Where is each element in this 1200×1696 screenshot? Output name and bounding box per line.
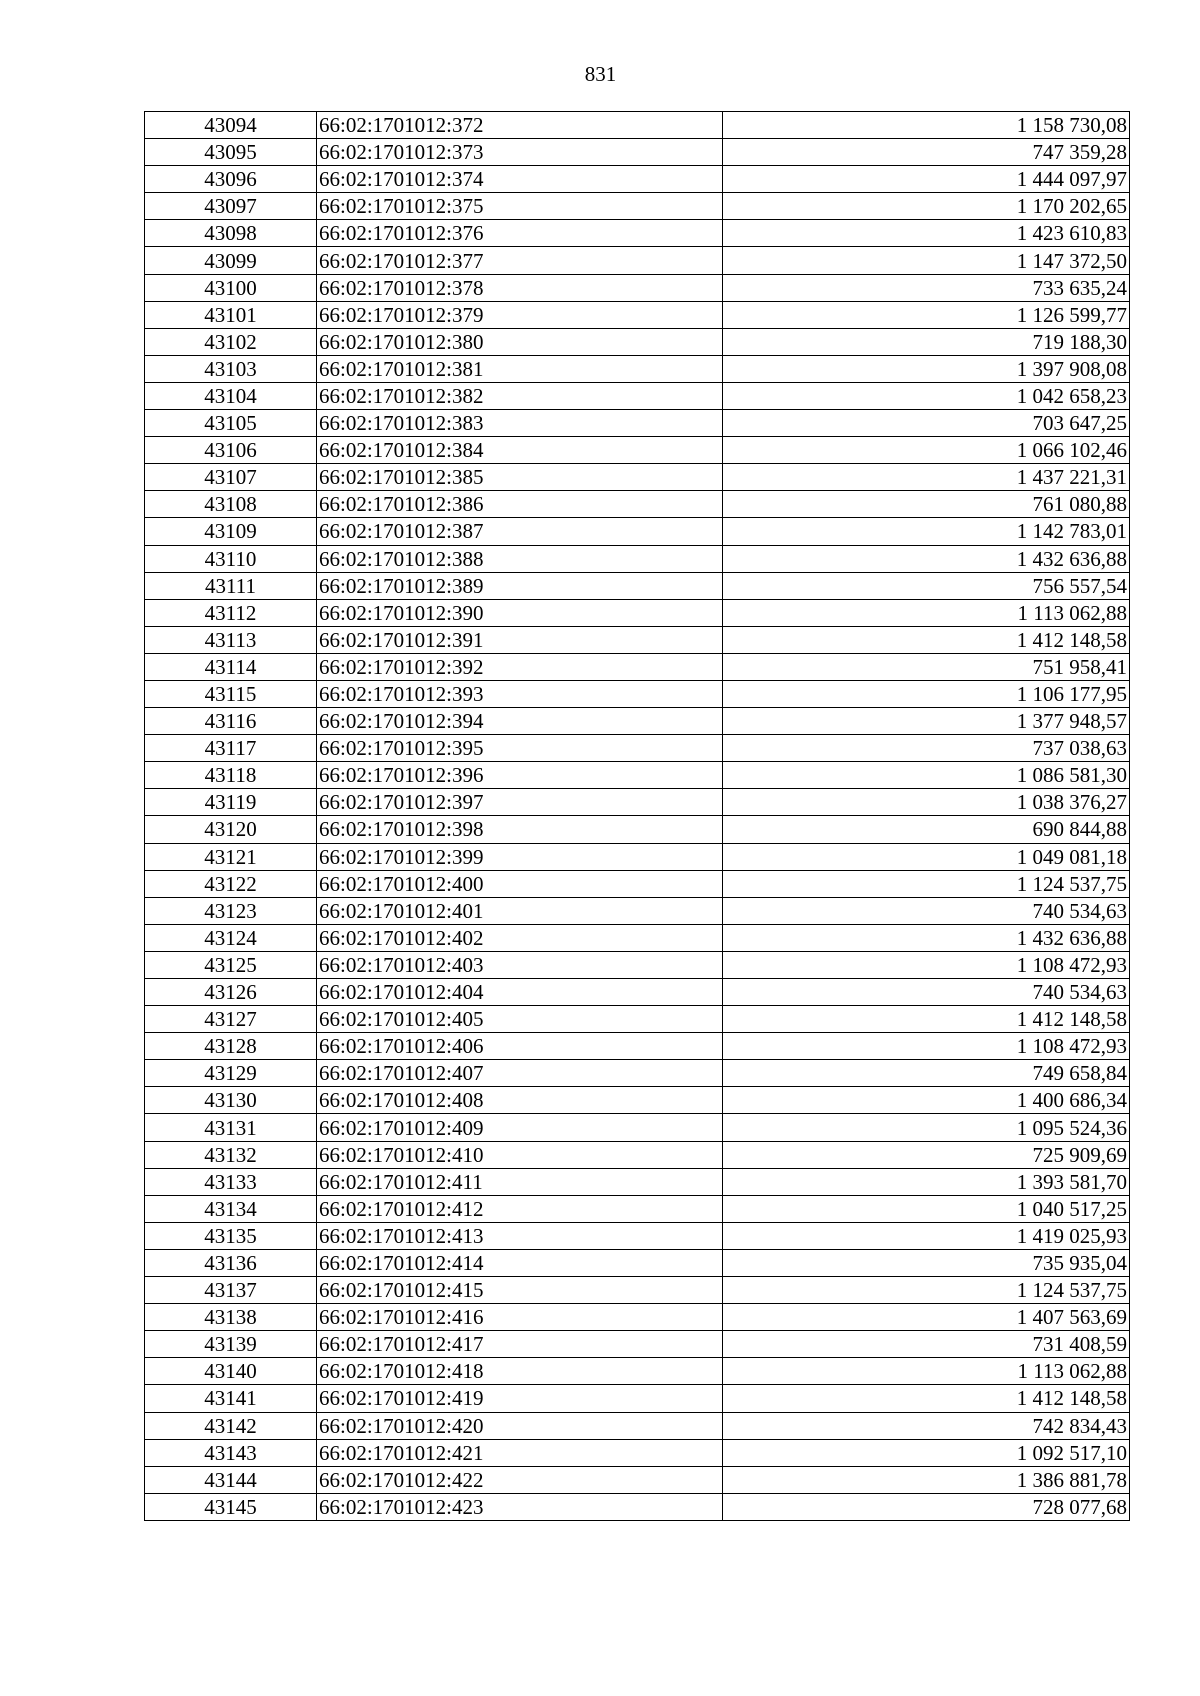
table-row (145, 247, 1130, 274)
row-number-cell: 43139 (145, 1331, 317, 1358)
cadastral-value-cell: 1 142 783,01 (723, 518, 1130, 545)
cadastral-number-cell: 66:02:1701012:379 (317, 301, 723, 328)
row-number-cell: 43124 (145, 924, 317, 951)
table-body (145, 112, 1130, 1521)
cadastral-number-cell: 66:02:1701012:392 (317, 653, 723, 680)
row-number-cell: 43136 (145, 1249, 317, 1276)
table-row (145, 1222, 1130, 1249)
cadastral-value-cell: 728 077,68 (723, 1493, 1130, 1520)
row-number-cell: 43094 (145, 112, 317, 139)
row-number-cell: 43143 (145, 1439, 317, 1466)
cadastral-value-cell: 1 108 472,93 (723, 1033, 1130, 1060)
cadastral-value-cell: 1 437 221,31 (723, 464, 1130, 491)
cadastral-value-cell: 1 412 148,58 (723, 1006, 1130, 1033)
cadastral-value-cell: 1 147 372,50 (723, 247, 1130, 274)
cadastral-value-cell: 1 158 730,08 (723, 112, 1130, 139)
cadastral-number-cell: 66:02:1701012:391 (317, 626, 723, 653)
row-number-cell: 43102 (145, 328, 317, 355)
table-row (145, 870, 1130, 897)
cadastral-number-cell: 66:02:1701012:378 (317, 274, 723, 301)
row-number-cell: 43096 (145, 166, 317, 193)
row-number-cell: 43095 (145, 139, 317, 166)
row-number-cell: 43138 (145, 1304, 317, 1331)
table-row (145, 1168, 1130, 1195)
cadastral-number-cell: 66:02:1701012:420 (317, 1412, 723, 1439)
cadastral-value-cell: 756 557,54 (723, 572, 1130, 599)
cadastral-number-cell: 66:02:1701012:406 (317, 1033, 723, 1060)
row-number-cell: 43125 (145, 951, 317, 978)
cadastral-number-cell: 66:02:1701012:404 (317, 979, 723, 1006)
cadastral-value-cell: 733 635,24 (723, 274, 1130, 301)
table-row (145, 1412, 1130, 1439)
cadastral-value-cell: 1 400 686,34 (723, 1087, 1130, 1114)
cadastral-number-cell: 66:02:1701012:418 (317, 1358, 723, 1385)
cadastral-value-cell: 1 113 062,88 (723, 1358, 1130, 1385)
row-number-cell: 43107 (145, 464, 317, 491)
row-number-cell: 43133 (145, 1168, 317, 1195)
table-row (145, 816, 1130, 843)
table-row (145, 193, 1130, 220)
cadastral-value-cell: 690 844,88 (723, 816, 1130, 843)
cadastral-value-cell: 1 393 581,70 (723, 1168, 1130, 1195)
cadastral-number-cell: 66:02:1701012:375 (317, 193, 723, 220)
cadastral-value-cell: 1 066 102,46 (723, 437, 1130, 464)
table-row (145, 545, 1130, 572)
cadastral-value-cell: 1 124 537,75 (723, 870, 1130, 897)
row-number-cell: 43097 (145, 193, 317, 220)
table-row (145, 1195, 1130, 1222)
cadastral-number-cell: 66:02:1701012:395 (317, 735, 723, 762)
cadastral-number-cell: 66:02:1701012:401 (317, 897, 723, 924)
row-number-cell: 43126 (145, 979, 317, 1006)
cadastral-value-cell: 740 534,63 (723, 897, 1130, 924)
cadastral-number-cell: 66:02:1701012:414 (317, 1249, 723, 1276)
row-number-cell: 43144 (145, 1466, 317, 1493)
table-row (145, 1006, 1130, 1033)
row-number-cell: 43109 (145, 518, 317, 545)
cadastral-value-cell: 719 188,30 (723, 328, 1130, 355)
cadastral-value-cell: 1 092 517,10 (723, 1439, 1130, 1466)
table-row (145, 1141, 1130, 1168)
cadastral-number-cell: 66:02:1701012:407 (317, 1060, 723, 1087)
table-row (145, 924, 1130, 951)
table-row (145, 355, 1130, 382)
cadastral-value-cell: 1 444 097,97 (723, 166, 1130, 193)
cadastral-value-cell: 1 407 563,69 (723, 1304, 1130, 1331)
row-number-cell: 43127 (145, 1006, 317, 1033)
table-row (145, 491, 1130, 518)
cadastral-number-cell: 66:02:1701012:390 (317, 599, 723, 626)
cadastral-number-cell: 66:02:1701012:381 (317, 355, 723, 382)
cadastral-value-cell: 740 534,63 (723, 979, 1130, 1006)
table-row (145, 328, 1130, 355)
table-row (145, 1331, 1130, 1358)
cadastral-value-cell: 1 170 202,65 (723, 193, 1130, 220)
cadastral-number-cell: 66:02:1701012:410 (317, 1141, 723, 1168)
cadastral-number-cell: 66:02:1701012:421 (317, 1439, 723, 1466)
cadastral-number-cell: 66:02:1701012:374 (317, 166, 723, 193)
row-number-cell: 43140 (145, 1358, 317, 1385)
cadastral-number-cell: 66:02:1701012:413 (317, 1222, 723, 1249)
cadastral-number-cell: 66:02:1701012:376 (317, 220, 723, 247)
cadastral-number-cell: 66:02:1701012:397 (317, 789, 723, 816)
row-number-cell: 43141 (145, 1385, 317, 1412)
table-row (145, 1033, 1130, 1060)
cadastral-value-cell: 1 423 610,83 (723, 220, 1130, 247)
row-number-cell: 43112 (145, 599, 317, 626)
row-number-cell: 43120 (145, 816, 317, 843)
table-row (145, 762, 1130, 789)
cadastral-value-cell: 725 909,69 (723, 1141, 1130, 1168)
table-row (145, 274, 1130, 301)
page-number-text: 831 (584, 62, 617, 86)
cadastral-value-cell: 1 432 636,88 (723, 545, 1130, 572)
row-number-cell: 43108 (145, 491, 317, 518)
table-row (145, 1249, 1130, 1276)
table-row (145, 1277, 1130, 1304)
cadastral-value-cell: 761 080,88 (723, 491, 1130, 518)
cadastral-number-cell: 66:02:1701012:382 (317, 382, 723, 409)
table-row (145, 626, 1130, 653)
cadastral-value-cell: 1 432 636,88 (723, 924, 1130, 951)
table-row (145, 735, 1130, 762)
cadastral-value-cell: 1 086 581,30 (723, 762, 1130, 789)
table-row (145, 437, 1130, 464)
table-row (145, 139, 1130, 166)
cadastral-value-cell: 1 126 599,77 (723, 301, 1130, 328)
row-number-cell: 43099 (145, 247, 317, 274)
cadastral-value-cell: 735 935,04 (723, 1249, 1130, 1276)
cadastral-number-cell: 66:02:1701012:377 (317, 247, 723, 274)
cadastral-value-cell: 1 412 148,58 (723, 626, 1130, 653)
cadastral-value-cell: 1 386 881,78 (723, 1466, 1130, 1493)
row-number-cell: 43104 (145, 382, 317, 409)
row-number-cell: 43111 (145, 572, 317, 599)
row-number-cell: 43098 (145, 220, 317, 247)
table-row (145, 410, 1130, 437)
table-row (145, 1385, 1130, 1412)
table-row (145, 1493, 1130, 1520)
cadastral-number-cell: 66:02:1701012:423 (317, 1493, 723, 1520)
cadastral-number-cell: 66:02:1701012:412 (317, 1195, 723, 1222)
row-number-cell: 43137 (145, 1277, 317, 1304)
cadastral-value-cell: 1 095 524,36 (723, 1114, 1130, 1141)
table-row (145, 951, 1130, 978)
table-row (145, 680, 1130, 707)
cadastral-value-cell: 1 377 948,57 (723, 708, 1130, 735)
cadastral-number-cell: 66:02:1701012:384 (317, 437, 723, 464)
cadastral-number-cell: 66:02:1701012:419 (317, 1385, 723, 1412)
row-number-cell: 43130 (145, 1087, 317, 1114)
cadastral-value-cell: 749 658,84 (723, 1060, 1130, 1087)
table-row (145, 1466, 1130, 1493)
cadastral-value-cell: 1 042 658,23 (723, 382, 1130, 409)
table-row (145, 464, 1130, 491)
table-row (145, 1304, 1130, 1331)
row-number-cell: 43118 (145, 762, 317, 789)
row-number-cell: 43145 (145, 1493, 317, 1520)
table-row (145, 220, 1130, 247)
cadastral-value-cell: 703 647,25 (723, 410, 1130, 437)
table-row (145, 897, 1130, 924)
cadastral-number-cell: 66:02:1701012:387 (317, 518, 723, 545)
row-number-cell: 43106 (145, 437, 317, 464)
cadastral-number-cell: 66:02:1701012:398 (317, 816, 723, 843)
row-number-cell: 43132 (145, 1141, 317, 1168)
table-row (145, 1439, 1130, 1466)
row-number-cell: 43101 (145, 301, 317, 328)
cadastral-number-cell: 66:02:1701012:409 (317, 1114, 723, 1141)
cadastral-value-cell: 1 124 537,75 (723, 1277, 1130, 1304)
cadastral-number-cell: 66:02:1701012:385 (317, 464, 723, 491)
table-row (145, 518, 1130, 545)
cadastral-value-cell: 1 397 908,08 (723, 355, 1130, 382)
row-number-cell: 43113 (145, 626, 317, 653)
table-row (145, 708, 1130, 735)
cadastral-value-cell: 1 040 517,25 (723, 1195, 1130, 1222)
table-row (145, 1114, 1130, 1141)
cadastral-value-cell: 731 408,59 (723, 1331, 1130, 1358)
row-number-cell: 43142 (145, 1412, 317, 1439)
cadastral-value-cell: 1 113 062,88 (723, 599, 1130, 626)
cadastral-number-cell: 66:02:1701012:402 (317, 924, 723, 951)
row-number-cell: 43119 (145, 789, 317, 816)
cadastral-number-cell: 66:02:1701012:403 (317, 951, 723, 978)
row-number-cell: 43129 (145, 1060, 317, 1087)
cadastral-number-cell: 66:02:1701012:388 (317, 545, 723, 572)
cadastral-number-cell: 66:02:1701012:416 (317, 1304, 723, 1331)
row-number-cell: 43103 (145, 355, 317, 382)
cadastral-number-cell: 66:02:1701012:389 (317, 572, 723, 599)
row-number-cell: 43122 (145, 870, 317, 897)
table-row (145, 301, 1130, 328)
cadastral-value-cell: 751 958,41 (723, 653, 1130, 680)
cadastral-number-cell: 66:02:1701012:422 (317, 1466, 723, 1493)
page-number (0, 62, 1200, 87)
cadastral-value-table (144, 111, 1130, 1521)
table-row (145, 789, 1130, 816)
table-row (145, 1060, 1130, 1087)
row-number-cell: 43134 (145, 1195, 317, 1222)
cadastral-value-cell: 1 108 472,93 (723, 951, 1130, 978)
cadastral-value-cell: 742 834,43 (723, 1412, 1130, 1439)
cadastral-number-cell: 66:02:1701012:408 (317, 1087, 723, 1114)
row-number-cell: 43115 (145, 680, 317, 707)
table-row (145, 1358, 1130, 1385)
row-number-cell: 43123 (145, 897, 317, 924)
row-number-cell: 43105 (145, 410, 317, 437)
cadastral-value-cell: 1 106 177,95 (723, 680, 1130, 707)
row-number-cell: 43100 (145, 274, 317, 301)
cadastral-value-cell: 1 419 025,93 (723, 1222, 1130, 1249)
cadastral-number-cell: 66:02:1701012:386 (317, 491, 723, 518)
table-row (145, 599, 1130, 626)
table-row (145, 572, 1130, 599)
cadastral-number-cell: 66:02:1701012:383 (317, 410, 723, 437)
table-row (145, 382, 1130, 409)
table-row (145, 166, 1130, 193)
cadastral-value-cell: 737 038,63 (723, 735, 1130, 762)
row-number-cell: 43110 (145, 545, 317, 572)
cadastral-value-cell: 1 412 148,58 (723, 1385, 1130, 1412)
cadastral-number-cell: 66:02:1701012:393 (317, 680, 723, 707)
row-number-cell: 43116 (145, 708, 317, 735)
cadastral-value-cell: 1 038 376,27 (723, 789, 1130, 816)
row-number-cell: 43114 (145, 653, 317, 680)
cadastral-number-cell: 66:02:1701012:399 (317, 843, 723, 870)
cadastral-number-cell: 66:02:1701012:373 (317, 139, 723, 166)
cadastral-number-cell: 66:02:1701012:411 (317, 1168, 723, 1195)
row-number-cell: 43117 (145, 735, 317, 762)
table-row (145, 979, 1130, 1006)
table-row (145, 1087, 1130, 1114)
table-row (145, 653, 1130, 680)
cadastral-value-cell: 1 049 081,18 (723, 843, 1130, 870)
row-number-cell: 43128 (145, 1033, 317, 1060)
cadastral-number-cell: 66:02:1701012:415 (317, 1277, 723, 1304)
table-row (145, 112, 1130, 139)
cadastral-number-cell: 66:02:1701012:396 (317, 762, 723, 789)
cadastral-number-cell: 66:02:1701012:417 (317, 1331, 723, 1358)
cadastral-number-cell: 66:02:1701012:380 (317, 328, 723, 355)
table-row (145, 843, 1130, 870)
cadastral-number-cell: 66:02:1701012:394 (317, 708, 723, 735)
cadastral-number-cell: 66:02:1701012:405 (317, 1006, 723, 1033)
cadastral-value-cell: 747 359,28 (723, 139, 1130, 166)
row-number-cell: 43131 (145, 1114, 317, 1141)
row-number-cell: 43121 (145, 843, 317, 870)
cadastral-number-cell: 66:02:1701012:372 (317, 112, 723, 139)
cadastral-number-cell: 66:02:1701012:400 (317, 870, 723, 897)
row-number-cell: 43135 (145, 1222, 317, 1249)
